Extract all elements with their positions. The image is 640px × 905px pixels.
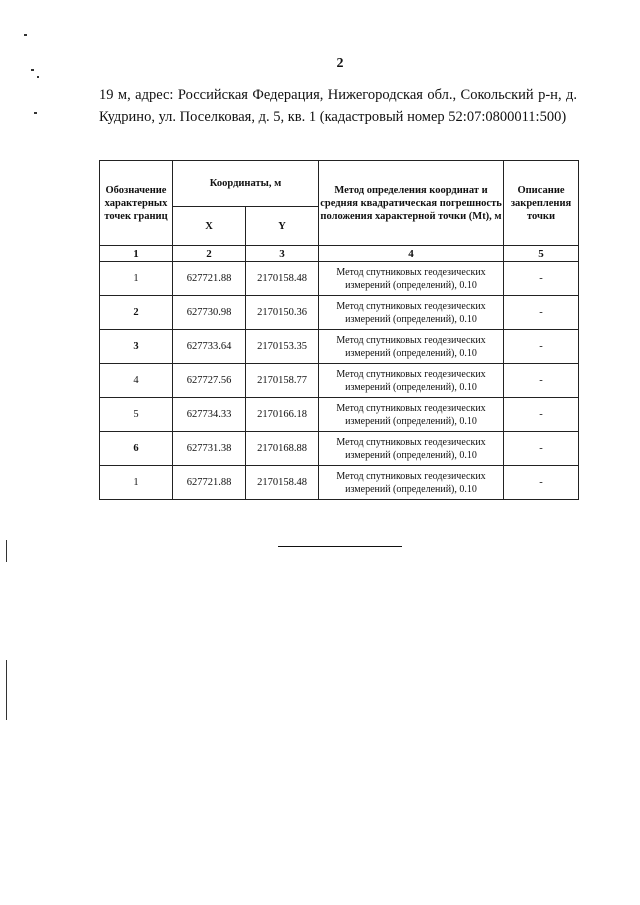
column-number: 5 [504,246,579,262]
scan-speck [31,69,34,71]
fixing-cell: - [504,330,579,364]
point-cell: 2 [100,296,173,330]
table-row [100,330,579,364]
point-cell: 6 [100,432,173,466]
coordinates-table [99,160,579,500]
column-number: 2 [173,246,246,262]
y-cell: 2170158.48 [246,262,319,296]
scan-speck [37,76,39,78]
scan-speck [34,112,37,114]
x-cell: 627721.88 [173,262,246,296]
method-cell: Метод спутниковых геодезических измерений (определений), 0.10 [319,364,504,398]
x-cell: 627727.56 [173,364,246,398]
method-cell: Метод спутниковых геодезических измерений (определений), 0.10 [319,398,504,432]
header-x: X [173,207,246,246]
table-row [100,398,579,432]
point-cell: 1 [100,466,173,500]
method-cell: Метод спутниковых геодезических измерений (определений), 0.10 [319,262,504,296]
method-cell: Метод спутниковых геодезических измерений (определений), 0.10 [319,432,504,466]
intro-paragraph: 19 м, адрес: Российская Федерация, Нижегородская обл., Сокольский р-н, д. Кудрино, ул. Поселковая, д. 5, кв. 1 (кадастровый номер 52:07:0800011:500) [99,87,577,125]
table-row [100,364,579,398]
point-cell: 3 [100,330,173,364]
header-y: Y [246,207,319,246]
column-number-row [100,246,579,262]
x-cell: 627730.98 [173,296,246,330]
method-cell: Метод спутниковых геодезических измерений (определений), 0.10 [319,330,504,364]
table-row [100,296,579,330]
header-point: Обозначение характерных точек границ [100,161,173,246]
y-cell: 2170153.35 [246,330,319,364]
header-coordinates: Координаты, м [173,161,319,207]
table-body [100,262,579,500]
fixing-cell: - [504,466,579,500]
x-cell: 627731.38 [173,432,246,466]
table-row [100,466,579,500]
fixing-cell: - [504,364,579,398]
page-number: 2 [336,56,344,71]
x-cell: 627734.33 [173,398,246,432]
point-cell: 4 [100,364,173,398]
column-number: 3 [246,246,319,262]
method-cell: Метод спутниковых геодезических измерений (определений), 0.10 [319,296,504,330]
y-cell: 2170158.77 [246,364,319,398]
y-cell: 2170150.36 [246,296,319,330]
closing-line [278,546,402,547]
y-cell: 2170158.48 [246,466,319,500]
y-cell: 2170168.88 [246,432,319,466]
x-cell: 627733.64 [173,330,246,364]
header-fixing: Описание закрепления точки [504,161,579,246]
x-cell: 627721.88 [173,466,246,500]
scan-speck [6,660,7,720]
table-row [100,262,579,296]
fixing-cell: - [504,398,579,432]
point-cell: 5 [100,398,173,432]
header-method: Метод определения координат и средняя квадратическая погрешность положения характерной точки (Mt), м [319,161,504,246]
column-number: 4 [319,246,504,262]
fixing-cell: - [504,296,579,330]
point-cell: 1 [100,262,173,296]
fixing-cell: - [504,432,579,466]
fixing-cell: - [504,262,579,296]
table-row [100,432,579,466]
scan-speck [24,34,27,36]
scan-speck [6,540,7,562]
column-number: 1 [100,246,173,262]
y-cell: 2170166.18 [246,398,319,432]
method-cell: Метод спутниковых геодезических измерений (определений), 0.10 [319,466,504,500]
